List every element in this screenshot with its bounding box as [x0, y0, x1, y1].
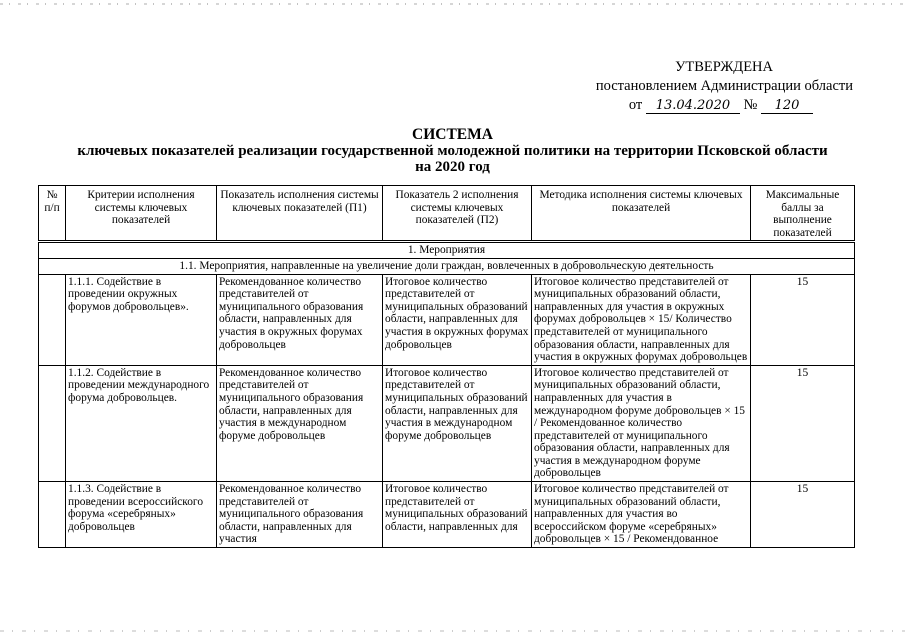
subsection-row [39, 258, 855, 274]
subsection-title: 1.1. Мероприятия, направленные на увеличение доли граждан, вовлеченных в добровольческую деятельность [39, 258, 855, 274]
section-row [39, 242, 855, 259]
cell-criteria: 1.1.3. Содействие в проведении всероссийского форума «серебряных» добровольцев [66, 482, 217, 548]
title-line-3: на 2020 год [415, 159, 490, 175]
title-line-1: СИСТЕМА [412, 126, 493, 143]
document-title [0, 127, 905, 175]
header-p2: Показатель 2 исполнения системы ключевых показателей (П2) [383, 186, 532, 242]
cell-method: Итоговое количество представителей от муниципальных образований области, направленных для участия в международном форуме добровольцев × 15 / Рекомендованное количество представителей от муниципального образования области, направленных для участия в международном форуме добровольцев [532, 365, 751, 481]
cell-p1: Рекомендованное количество представителей от муниципального образования области, направленных для участия в международном форуме добровольцев [217, 365, 383, 481]
cell-p2: Итоговое количество представителей от муниципальных образований области, направленных для участия в окружных форумах добровольцев [383, 274, 532, 365]
number-prefix: № [743, 97, 758, 113]
title-line-2: ключевых показателей реализации государственной молодежной политики на территории Псковской области [77, 143, 828, 159]
table-header-row [39, 186, 855, 242]
header-max-score: Максимальные баллы за выполнение показателей [751, 186, 855, 242]
scan-edge-top [0, 3, 905, 5]
cell-num [39, 274, 66, 365]
cell-p2: Итоговое количество представителей от муниципальных образований области, направленных для [383, 482, 532, 548]
header-p1: Показатель исполнения системы ключевых показателей (П1) [217, 186, 383, 242]
section-title: 1. Мероприятия [39, 242, 855, 259]
table-row [39, 274, 855, 365]
approval-date-line [553, 96, 853, 115]
cell-score: 15 [751, 274, 855, 365]
cell-p2: Итоговое количество представителей от муниципальных образований области, направленных для участия в международном форуме добровольцев [383, 365, 532, 481]
cell-criteria: 1.1.1. Содействие в проведении окружных форумов добровольцев». [66, 274, 217, 365]
header-criteria: Критерии исполнения системы ключевых показателей [66, 186, 217, 242]
header-method: Методика исполнения системы ключевых показателей [532, 186, 751, 242]
cell-method: Итоговое количество представителей от муниципальных образований области, направленных для участия во всероссийском форуме «серебряных» добровольцев × 15 / Рекомендованное [532, 482, 751, 548]
header-num: № п/п [39, 186, 66, 242]
cell-criteria: 1.1.2. Содействие в проведении международного форума добровольцев. [66, 365, 217, 481]
cell-p1: Рекомендованное количество представителей от муниципального образования области, направленных для участия в окружных форумах добровольцев [217, 274, 383, 365]
approval-authority: постановлением Администрации области [595, 78, 853, 94]
approval-date: 13.04.2020 [646, 98, 740, 114]
approval-stamp [553, 58, 853, 115]
table-row [39, 365, 855, 481]
date-prefix: от [628, 97, 643, 113]
cell-method: Итоговое количество представителей от муниципальных образований области, направленных для участия в окружных форумах добровольцев × 15/ Количество представителей от муниципального образования области, направленных для участия в окружных форумах добровольцев [532, 274, 751, 365]
cell-num [39, 482, 66, 548]
indicators-table [38, 185, 855, 548]
cell-p1: Рекомендованное количество представителей от муниципального образования области, направленных для участия [217, 482, 383, 548]
cell-score: 15 [751, 482, 855, 548]
cell-score: 15 [751, 365, 855, 481]
approval-number: 120 [761, 98, 813, 114]
table-row [39, 482, 855, 548]
scan-edge-bottom [0, 630, 905, 632]
approval-heading: УТВЕРЖДЕНА [675, 59, 773, 75]
cell-num [39, 365, 66, 481]
